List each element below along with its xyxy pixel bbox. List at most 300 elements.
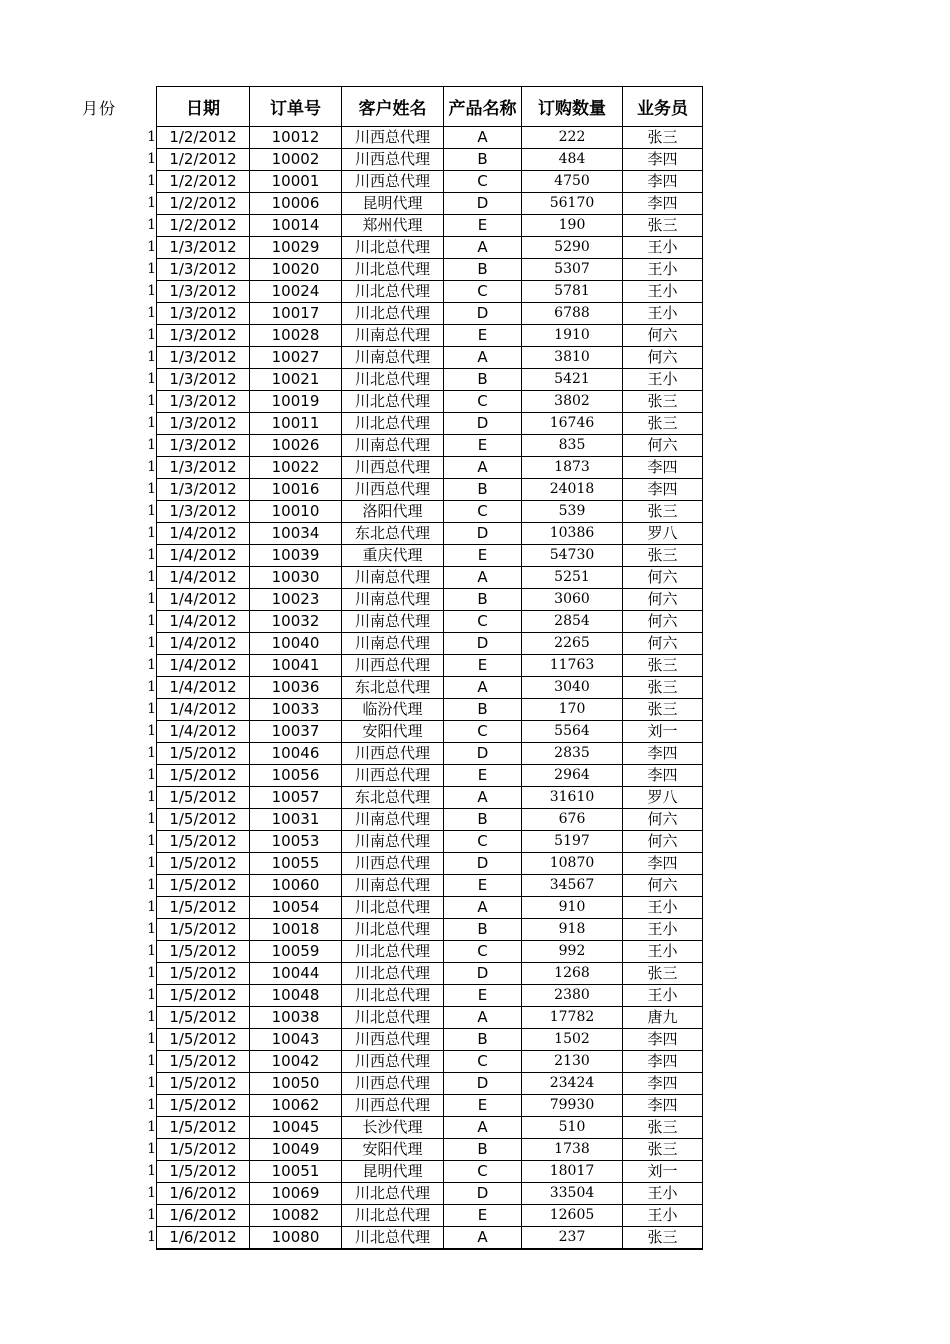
cell-product[interactable]: B [444, 259, 522, 281]
cell-salesperson[interactable]: 何六 [623, 435, 703, 457]
cell-quantity[interactable]: 676 [522, 809, 623, 831]
cell-product[interactable]: A [444, 127, 522, 149]
month-cell[interactable]: 1 [147, 1185, 156, 1201]
cell-customer[interactable]: 川北总代理 [342, 413, 444, 435]
cell-product[interactable]: D [444, 633, 522, 655]
cell-salesperson[interactable]: 李四 [623, 1073, 703, 1095]
cell-customer[interactable]: 川南总代理 [342, 809, 444, 831]
cell-product[interactable]: D [444, 523, 522, 545]
cell-product[interactable]: E [444, 1095, 522, 1117]
cell-product[interactable]: B [444, 479, 522, 501]
cell-order-id[interactable]: 10028 [250, 325, 342, 347]
cell-date[interactable]: 1/5/2012 [157, 853, 250, 875]
cell-date[interactable]: 1/4/2012 [157, 589, 250, 611]
cell-quantity[interactable]: 5307 [522, 259, 623, 281]
cell-customer[interactable]: 郑州代理 [342, 215, 444, 237]
cell-product[interactable]: C [444, 1161, 522, 1183]
cell-customer[interactable]: 川北总代理 [342, 369, 444, 391]
cell-product[interactable]: D [444, 303, 522, 325]
cell-quantity[interactable]: 510 [522, 1117, 623, 1139]
cell-quantity[interactable]: 2964 [522, 765, 623, 787]
cell-date[interactable]: 1/4/2012 [157, 567, 250, 589]
cell-customer[interactable]: 东北总代理 [342, 523, 444, 545]
cell-customer[interactable]: 川西总代理 [342, 1095, 444, 1117]
month-cell[interactable]: 1 [147, 745, 156, 761]
cell-quantity[interactable]: 5251 [522, 567, 623, 589]
cell-order-id[interactable]: 10054 [250, 897, 342, 919]
cell-date[interactable]: 1/5/2012 [157, 1161, 250, 1183]
cell-product[interactable]: C [444, 721, 522, 743]
month-cell[interactable]: 1 [147, 877, 156, 893]
cell-quantity[interactable]: 4750 [522, 171, 623, 193]
cell-date[interactable]: 1/5/2012 [157, 743, 250, 765]
cell-quantity[interactable]: 54730 [522, 545, 623, 567]
cell-customer[interactable]: 川南总代理 [342, 325, 444, 347]
cell-order-id[interactable]: 10036 [250, 677, 342, 699]
cell-order-id[interactable]: 10039 [250, 545, 342, 567]
cell-date[interactable]: 1/3/2012 [157, 435, 250, 457]
cell-order-id[interactable]: 10049 [250, 1139, 342, 1161]
month-cell[interactable]: 1 [147, 393, 156, 409]
cell-date[interactable]: 1/5/2012 [157, 1073, 250, 1095]
cell-order-id[interactable]: 10001 [250, 171, 342, 193]
month-cell[interactable]: 1 [147, 437, 156, 453]
cell-salesperson[interactable]: 王小 [623, 369, 703, 391]
cell-customer[interactable]: 川西总代理 [342, 479, 444, 501]
cell-product[interactable]: E [444, 655, 522, 677]
cell-product[interactable]: A [444, 897, 522, 919]
cell-date[interactable]: 1/3/2012 [157, 325, 250, 347]
cell-salesperson[interactable]: 王小 [623, 259, 703, 281]
cell-customer[interactable]: 川北总代理 [342, 897, 444, 919]
cell-customer[interactable]: 川北总代理 [342, 963, 444, 985]
cell-customer[interactable]: 川西总代理 [342, 171, 444, 193]
cell-date[interactable]: 1/5/2012 [157, 765, 250, 787]
cell-salesperson[interactable]: 李四 [623, 743, 703, 765]
cell-product[interactable]: C [444, 831, 522, 853]
cell-customer[interactable]: 川西总代理 [342, 1073, 444, 1095]
cell-order-id[interactable]: 10019 [250, 391, 342, 413]
cell-quantity[interactable]: 5564 [522, 721, 623, 743]
cell-quantity[interactable]: 3040 [522, 677, 623, 699]
cell-quantity[interactable]: 1502 [522, 1029, 623, 1051]
cell-product[interactable]: E [444, 985, 522, 1007]
month-cell[interactable]: 1 [147, 701, 156, 717]
cell-date[interactable]: 1/5/2012 [157, 1117, 250, 1139]
cell-date[interactable]: 1/5/2012 [157, 941, 250, 963]
cell-date[interactable]: 1/5/2012 [157, 875, 250, 897]
cell-order-id[interactable]: 10045 [250, 1117, 342, 1139]
cell-quantity[interactable]: 18017 [522, 1161, 623, 1183]
cell-product[interactable]: E [444, 545, 522, 567]
cell-date[interactable]: 1/6/2012 [157, 1227, 250, 1250]
cell-date[interactable]: 1/4/2012 [157, 655, 250, 677]
cell-order-id[interactable]: 10031 [250, 809, 342, 831]
cell-product[interactable]: A [444, 567, 522, 589]
month-cell[interactable]: 1 [147, 635, 156, 651]
cell-order-id[interactable]: 10082 [250, 1205, 342, 1227]
cell-salesperson[interactable]: 王小 [623, 1205, 703, 1227]
cell-salesperson[interactable]: 李四 [623, 171, 703, 193]
month-cell[interactable]: 1 [147, 173, 156, 189]
cell-salesperson[interactable]: 王小 [623, 1183, 703, 1205]
cell-salesperson[interactable]: 刘一 [623, 721, 703, 743]
cell-quantity[interactable]: 1738 [522, 1139, 623, 1161]
header-date[interactable]: 日期 [157, 87, 250, 127]
cell-quantity[interactable]: 12605 [522, 1205, 623, 1227]
cell-product[interactable]: D [444, 1073, 522, 1095]
cell-date[interactable]: 1/3/2012 [157, 303, 250, 325]
cell-customer[interactable]: 川西总代理 [342, 853, 444, 875]
cell-salesperson[interactable]: 何六 [623, 589, 703, 611]
cell-product[interactable]: C [444, 1051, 522, 1073]
cell-customer[interactable]: 东北总代理 [342, 677, 444, 699]
cell-salesperson[interactable]: 张三 [623, 215, 703, 237]
month-cell[interactable]: 1 [147, 1009, 156, 1025]
cell-salesperson[interactable]: 张三 [623, 127, 703, 149]
cell-quantity[interactable]: 79930 [522, 1095, 623, 1117]
cell-quantity[interactable]: 2854 [522, 611, 623, 633]
month-cell[interactable]: 1 [147, 371, 156, 387]
cell-quantity[interactable]: 11763 [522, 655, 623, 677]
month-cell[interactable]: 1 [147, 789, 156, 805]
cell-product[interactable]: E [444, 215, 522, 237]
cell-product[interactable]: D [444, 193, 522, 215]
cell-customer[interactable]: 川南总代理 [342, 831, 444, 853]
month-cell[interactable]: 1 [147, 921, 156, 937]
cell-quantity[interactable]: 10386 [522, 523, 623, 545]
cell-quantity[interactable]: 5290 [522, 237, 623, 259]
cell-date[interactable]: 1/3/2012 [157, 237, 250, 259]
cell-quantity[interactable]: 3060 [522, 589, 623, 611]
cell-customer[interactable]: 安阳代理 [342, 721, 444, 743]
cell-salesperson[interactable]: 何六 [623, 611, 703, 633]
cell-product[interactable]: E [444, 325, 522, 347]
cell-order-id[interactable]: 10062 [250, 1095, 342, 1117]
cell-salesperson[interactable]: 何六 [623, 875, 703, 897]
cell-date[interactable]: 1/4/2012 [157, 523, 250, 545]
month-cell[interactable]: 1 [147, 767, 156, 783]
cell-customer[interactable]: 长沙代理 [342, 1117, 444, 1139]
cell-salesperson[interactable]: 张三 [623, 545, 703, 567]
cell-date[interactable]: 1/3/2012 [157, 413, 250, 435]
month-cell[interactable]: 1 [147, 899, 156, 915]
month-cell[interactable]: 1 [147, 833, 156, 849]
cell-order-id[interactable]: 10012 [250, 127, 342, 149]
cell-quantity[interactable]: 5197 [522, 831, 623, 853]
cell-quantity[interactable]: 17782 [522, 1007, 623, 1029]
cell-date[interactable]: 1/2/2012 [157, 215, 250, 237]
cell-customer[interactable]: 川北总代理 [342, 919, 444, 941]
cell-quantity[interactable]: 910 [522, 897, 623, 919]
cell-quantity[interactable]: 2265 [522, 633, 623, 655]
month-cell[interactable]: 1 [147, 305, 156, 321]
cell-customer[interactable]: 川西总代理 [342, 457, 444, 479]
header-quantity[interactable]: 订购数量 [522, 87, 623, 127]
cell-quantity[interactable]: 23424 [522, 1073, 623, 1095]
cell-order-id[interactable]: 10026 [250, 435, 342, 457]
cell-date[interactable]: 1/4/2012 [157, 633, 250, 655]
cell-date[interactable]: 1/4/2012 [157, 677, 250, 699]
cell-salesperson[interactable]: 李四 [623, 479, 703, 501]
cell-customer[interactable]: 川西总代理 [342, 1051, 444, 1073]
cell-date[interactable]: 1/3/2012 [157, 369, 250, 391]
cell-customer[interactable]: 川西总代理 [342, 149, 444, 171]
cell-quantity[interactable]: 24018 [522, 479, 623, 501]
cell-customer[interactable]: 川北总代理 [342, 1007, 444, 1029]
cell-customer[interactable]: 川南总代理 [342, 633, 444, 655]
cell-quantity[interactable]: 10870 [522, 853, 623, 875]
month-cell[interactable]: 1 [147, 1097, 156, 1113]
month-cell[interactable]: 1 [147, 855, 156, 871]
cell-date[interactable]: 1/3/2012 [157, 501, 250, 523]
cell-order-id[interactable]: 10080 [250, 1227, 342, 1250]
cell-order-id[interactable]: 10041 [250, 655, 342, 677]
cell-customer[interactable]: 川西总代理 [342, 655, 444, 677]
cell-order-id[interactable]: 10011 [250, 413, 342, 435]
cell-customer[interactable]: 川北总代理 [342, 1183, 444, 1205]
cell-salesperson[interactable]: 何六 [623, 325, 703, 347]
cell-order-id[interactable]: 10057 [250, 787, 342, 809]
month-cell[interactable]: 1 [147, 1119, 156, 1135]
cell-salesperson[interactable]: 李四 [623, 1095, 703, 1117]
header-customer[interactable]: 客户姓名 [342, 87, 444, 127]
cell-quantity[interactable]: 1873 [522, 457, 623, 479]
cell-product[interactable]: A [444, 237, 522, 259]
cell-quantity[interactable]: 5781 [522, 281, 623, 303]
cell-salesperson[interactable]: 何六 [623, 831, 703, 853]
cell-salesperson[interactable]: 唐九 [623, 1007, 703, 1029]
cell-salesperson[interactable]: 张三 [623, 655, 703, 677]
cell-product[interactable]: D [444, 413, 522, 435]
month-cell[interactable]: 1 [147, 569, 156, 585]
cell-date[interactable]: 1/5/2012 [157, 919, 250, 941]
cell-order-id[interactable]: 10059 [250, 941, 342, 963]
cell-salesperson[interactable]: 何六 [623, 633, 703, 655]
cell-salesperson[interactable]: 张三 [623, 501, 703, 523]
cell-date[interactable]: 1/5/2012 [157, 831, 250, 853]
cell-salesperson[interactable]: 罗八 [623, 523, 703, 545]
cell-product[interactable]: B [444, 1029, 522, 1051]
cell-quantity[interactable]: 33504 [522, 1183, 623, 1205]
cell-order-id[interactable]: 10033 [250, 699, 342, 721]
cell-date[interactable]: 1/3/2012 [157, 479, 250, 501]
cell-salesperson[interactable]: 王小 [623, 985, 703, 1007]
cell-customer[interactable]: 安阳代理 [342, 1139, 444, 1161]
cell-salesperson[interactable]: 张三 [623, 1227, 703, 1250]
cell-date[interactable]: 1/2/2012 [157, 127, 250, 149]
cell-quantity[interactable]: 992 [522, 941, 623, 963]
cell-product[interactable]: A [444, 457, 522, 479]
month-cell[interactable]: 1 [147, 1229, 156, 1245]
month-cell[interactable]: 1 [147, 613, 156, 629]
cell-salesperson[interactable]: 王小 [623, 281, 703, 303]
month-cell[interactable]: 1 [147, 723, 156, 739]
cell-order-id[interactable]: 10014 [250, 215, 342, 237]
cell-order-id[interactable]: 10055 [250, 853, 342, 875]
cell-quantity[interactable]: 34567 [522, 875, 623, 897]
cell-salesperson[interactable]: 罗八 [623, 787, 703, 809]
month-cell[interactable]: 1 [147, 525, 156, 541]
cell-order-id[interactable]: 10048 [250, 985, 342, 1007]
cell-order-id[interactable]: 10021 [250, 369, 342, 391]
cell-customer[interactable]: 川南总代理 [342, 347, 444, 369]
cell-order-id[interactable]: 10034 [250, 523, 342, 545]
cell-date[interactable]: 1/4/2012 [157, 611, 250, 633]
cell-order-id[interactable]: 10044 [250, 963, 342, 985]
cell-customer[interactable]: 川西总代理 [342, 743, 444, 765]
month-cell[interactable]: 1 [147, 349, 156, 365]
month-cell[interactable]: 1 [147, 327, 156, 343]
cell-salesperson[interactable]: 李四 [623, 457, 703, 479]
cell-order-id[interactable]: 10050 [250, 1073, 342, 1095]
cell-order-id[interactable]: 10037 [250, 721, 342, 743]
cell-salesperson[interactable]: 王小 [623, 303, 703, 325]
cell-product[interactable]: C [444, 611, 522, 633]
cell-date[interactable]: 1/5/2012 [157, 809, 250, 831]
cell-salesperson[interactable]: 李四 [623, 193, 703, 215]
month-cell[interactable]: 1 [147, 1207, 156, 1223]
cell-salesperson[interactable]: 刘一 [623, 1161, 703, 1183]
cell-order-id[interactable]: 10040 [250, 633, 342, 655]
cell-order-id[interactable]: 10051 [250, 1161, 342, 1183]
cell-customer[interactable]: 川南总代理 [342, 589, 444, 611]
cell-order-id[interactable]: 10029 [250, 237, 342, 259]
cell-product[interactable]: C [444, 391, 522, 413]
cell-order-id[interactable]: 10016 [250, 479, 342, 501]
cell-date[interactable]: 1/5/2012 [157, 787, 250, 809]
cell-order-id[interactable]: 10038 [250, 1007, 342, 1029]
cell-customer[interactable]: 川北总代理 [342, 281, 444, 303]
cell-salesperson[interactable]: 李四 [623, 1029, 703, 1051]
cell-customer[interactable]: 川西总代理 [342, 127, 444, 149]
cell-date[interactable]: 1/6/2012 [157, 1205, 250, 1227]
cell-quantity[interactable]: 190 [522, 215, 623, 237]
cell-date[interactable]: 1/6/2012 [157, 1183, 250, 1205]
cell-customer[interactable]: 洛阳代理 [342, 501, 444, 523]
month-cell[interactable]: 1 [147, 1053, 156, 1069]
cell-customer[interactable]: 川南总代理 [342, 611, 444, 633]
cell-product[interactable]: C [444, 281, 522, 303]
month-cell[interactable]: 1 [147, 415, 156, 431]
cell-product[interactable]: A [444, 1117, 522, 1139]
cell-customer[interactable]: 川西总代理 [342, 765, 444, 787]
cell-customer[interactable]: 川北总代理 [342, 237, 444, 259]
cell-salesperson[interactable]: 张三 [623, 1117, 703, 1139]
month-cell[interactable]: 1 [147, 1163, 156, 1179]
cell-quantity[interactable]: 484 [522, 149, 623, 171]
cell-order-id[interactable]: 10024 [250, 281, 342, 303]
month-cell[interactable]: 1 [147, 1075, 156, 1091]
cell-product[interactable]: A [444, 677, 522, 699]
month-cell[interactable]: 1 [147, 1031, 156, 1047]
cell-salesperson[interactable]: 张三 [623, 963, 703, 985]
cell-product[interactable]: C [444, 941, 522, 963]
cell-customer[interactable]: 川西总代理 [342, 1029, 444, 1051]
cell-date[interactable]: 1/4/2012 [157, 699, 250, 721]
cell-salesperson[interactable]: 张三 [623, 413, 703, 435]
cell-salesperson[interactable]: 张三 [623, 1139, 703, 1161]
cell-product[interactable]: D [444, 1183, 522, 1205]
cell-salesperson[interactable]: 王小 [623, 919, 703, 941]
cell-product[interactable]: B [444, 149, 522, 171]
cell-customer[interactable]: 昆明代理 [342, 193, 444, 215]
cell-product[interactable]: C [444, 501, 522, 523]
cell-salesperson[interactable]: 何六 [623, 567, 703, 589]
cell-quantity[interactable]: 1910 [522, 325, 623, 347]
month-cell[interactable]: 1 [147, 965, 156, 981]
cell-order-id[interactable]: 10020 [250, 259, 342, 281]
cell-date[interactable]: 1/4/2012 [157, 721, 250, 743]
cell-quantity[interactable]: 1268 [522, 963, 623, 985]
cell-date[interactable]: 1/2/2012 [157, 193, 250, 215]
month-cell[interactable]: 1 [147, 129, 156, 145]
month-cell[interactable]: 1 [147, 261, 156, 277]
cell-date[interactable]: 1/3/2012 [157, 281, 250, 303]
cell-order-id[interactable]: 10046 [250, 743, 342, 765]
cell-salesperson[interactable]: 何六 [623, 347, 703, 369]
cell-date[interactable]: 1/3/2012 [157, 457, 250, 479]
month-cell[interactable]: 1 [147, 283, 156, 299]
cell-salesperson[interactable]: 李四 [623, 765, 703, 787]
cell-quantity[interactable]: 2130 [522, 1051, 623, 1073]
cell-salesperson[interactable]: 王小 [623, 941, 703, 963]
cell-order-id[interactable]: 10002 [250, 149, 342, 171]
cell-customer[interactable]: 东北总代理 [342, 787, 444, 809]
cell-order-id[interactable]: 10032 [250, 611, 342, 633]
cell-date[interactable]: 1/5/2012 [157, 963, 250, 985]
cell-order-id[interactable]: 10053 [250, 831, 342, 853]
cell-customer[interactable]: 昆明代理 [342, 1161, 444, 1183]
cell-quantity[interactable]: 6788 [522, 303, 623, 325]
header-order-id[interactable]: 订单号 [250, 87, 342, 127]
cell-date[interactable]: 1/5/2012 [157, 1139, 250, 1161]
cell-product[interactable]: B [444, 919, 522, 941]
cell-product[interactable]: D [444, 963, 522, 985]
cell-date[interactable]: 1/5/2012 [157, 1051, 250, 1073]
cell-quantity[interactable]: 31610 [522, 787, 623, 809]
cell-salesperson[interactable]: 何六 [623, 809, 703, 831]
cell-product[interactable]: E [444, 875, 522, 897]
cell-customer[interactable]: 川北总代理 [342, 259, 444, 281]
cell-customer[interactable]: 川北总代理 [342, 1205, 444, 1227]
cell-date[interactable]: 1/3/2012 [157, 347, 250, 369]
cell-product[interactable]: B [444, 589, 522, 611]
cell-date[interactable]: 1/5/2012 [157, 1007, 250, 1029]
cell-product[interactable]: E [444, 765, 522, 787]
month-cell[interactable]: 1 [147, 1141, 156, 1157]
cell-salesperson[interactable]: 张三 [623, 391, 703, 413]
cell-order-id[interactable]: 10030 [250, 567, 342, 589]
cell-product[interactable]: D [444, 743, 522, 765]
month-cell[interactable]: 1 [147, 591, 156, 607]
cell-quantity[interactable]: 835 [522, 435, 623, 457]
cell-customer[interactable]: 临汾代理 [342, 699, 444, 721]
cell-order-id[interactable]: 10018 [250, 919, 342, 941]
cell-product[interactable]: A [444, 1007, 522, 1029]
cell-customer[interactable]: 川北总代理 [342, 303, 444, 325]
cell-quantity[interactable]: 2380 [522, 985, 623, 1007]
cell-customer[interactable]: 重庆代理 [342, 545, 444, 567]
cell-quantity[interactable]: 539 [522, 501, 623, 523]
cell-salesperson[interactable]: 张三 [623, 699, 703, 721]
cell-quantity[interactable]: 222 [522, 127, 623, 149]
cell-product[interactable]: C [444, 171, 522, 193]
cell-quantity[interactable]: 918 [522, 919, 623, 941]
cell-salesperson[interactable]: 李四 [623, 149, 703, 171]
cell-customer[interactable]: 川南总代理 [342, 875, 444, 897]
cell-order-id[interactable]: 10010 [250, 501, 342, 523]
